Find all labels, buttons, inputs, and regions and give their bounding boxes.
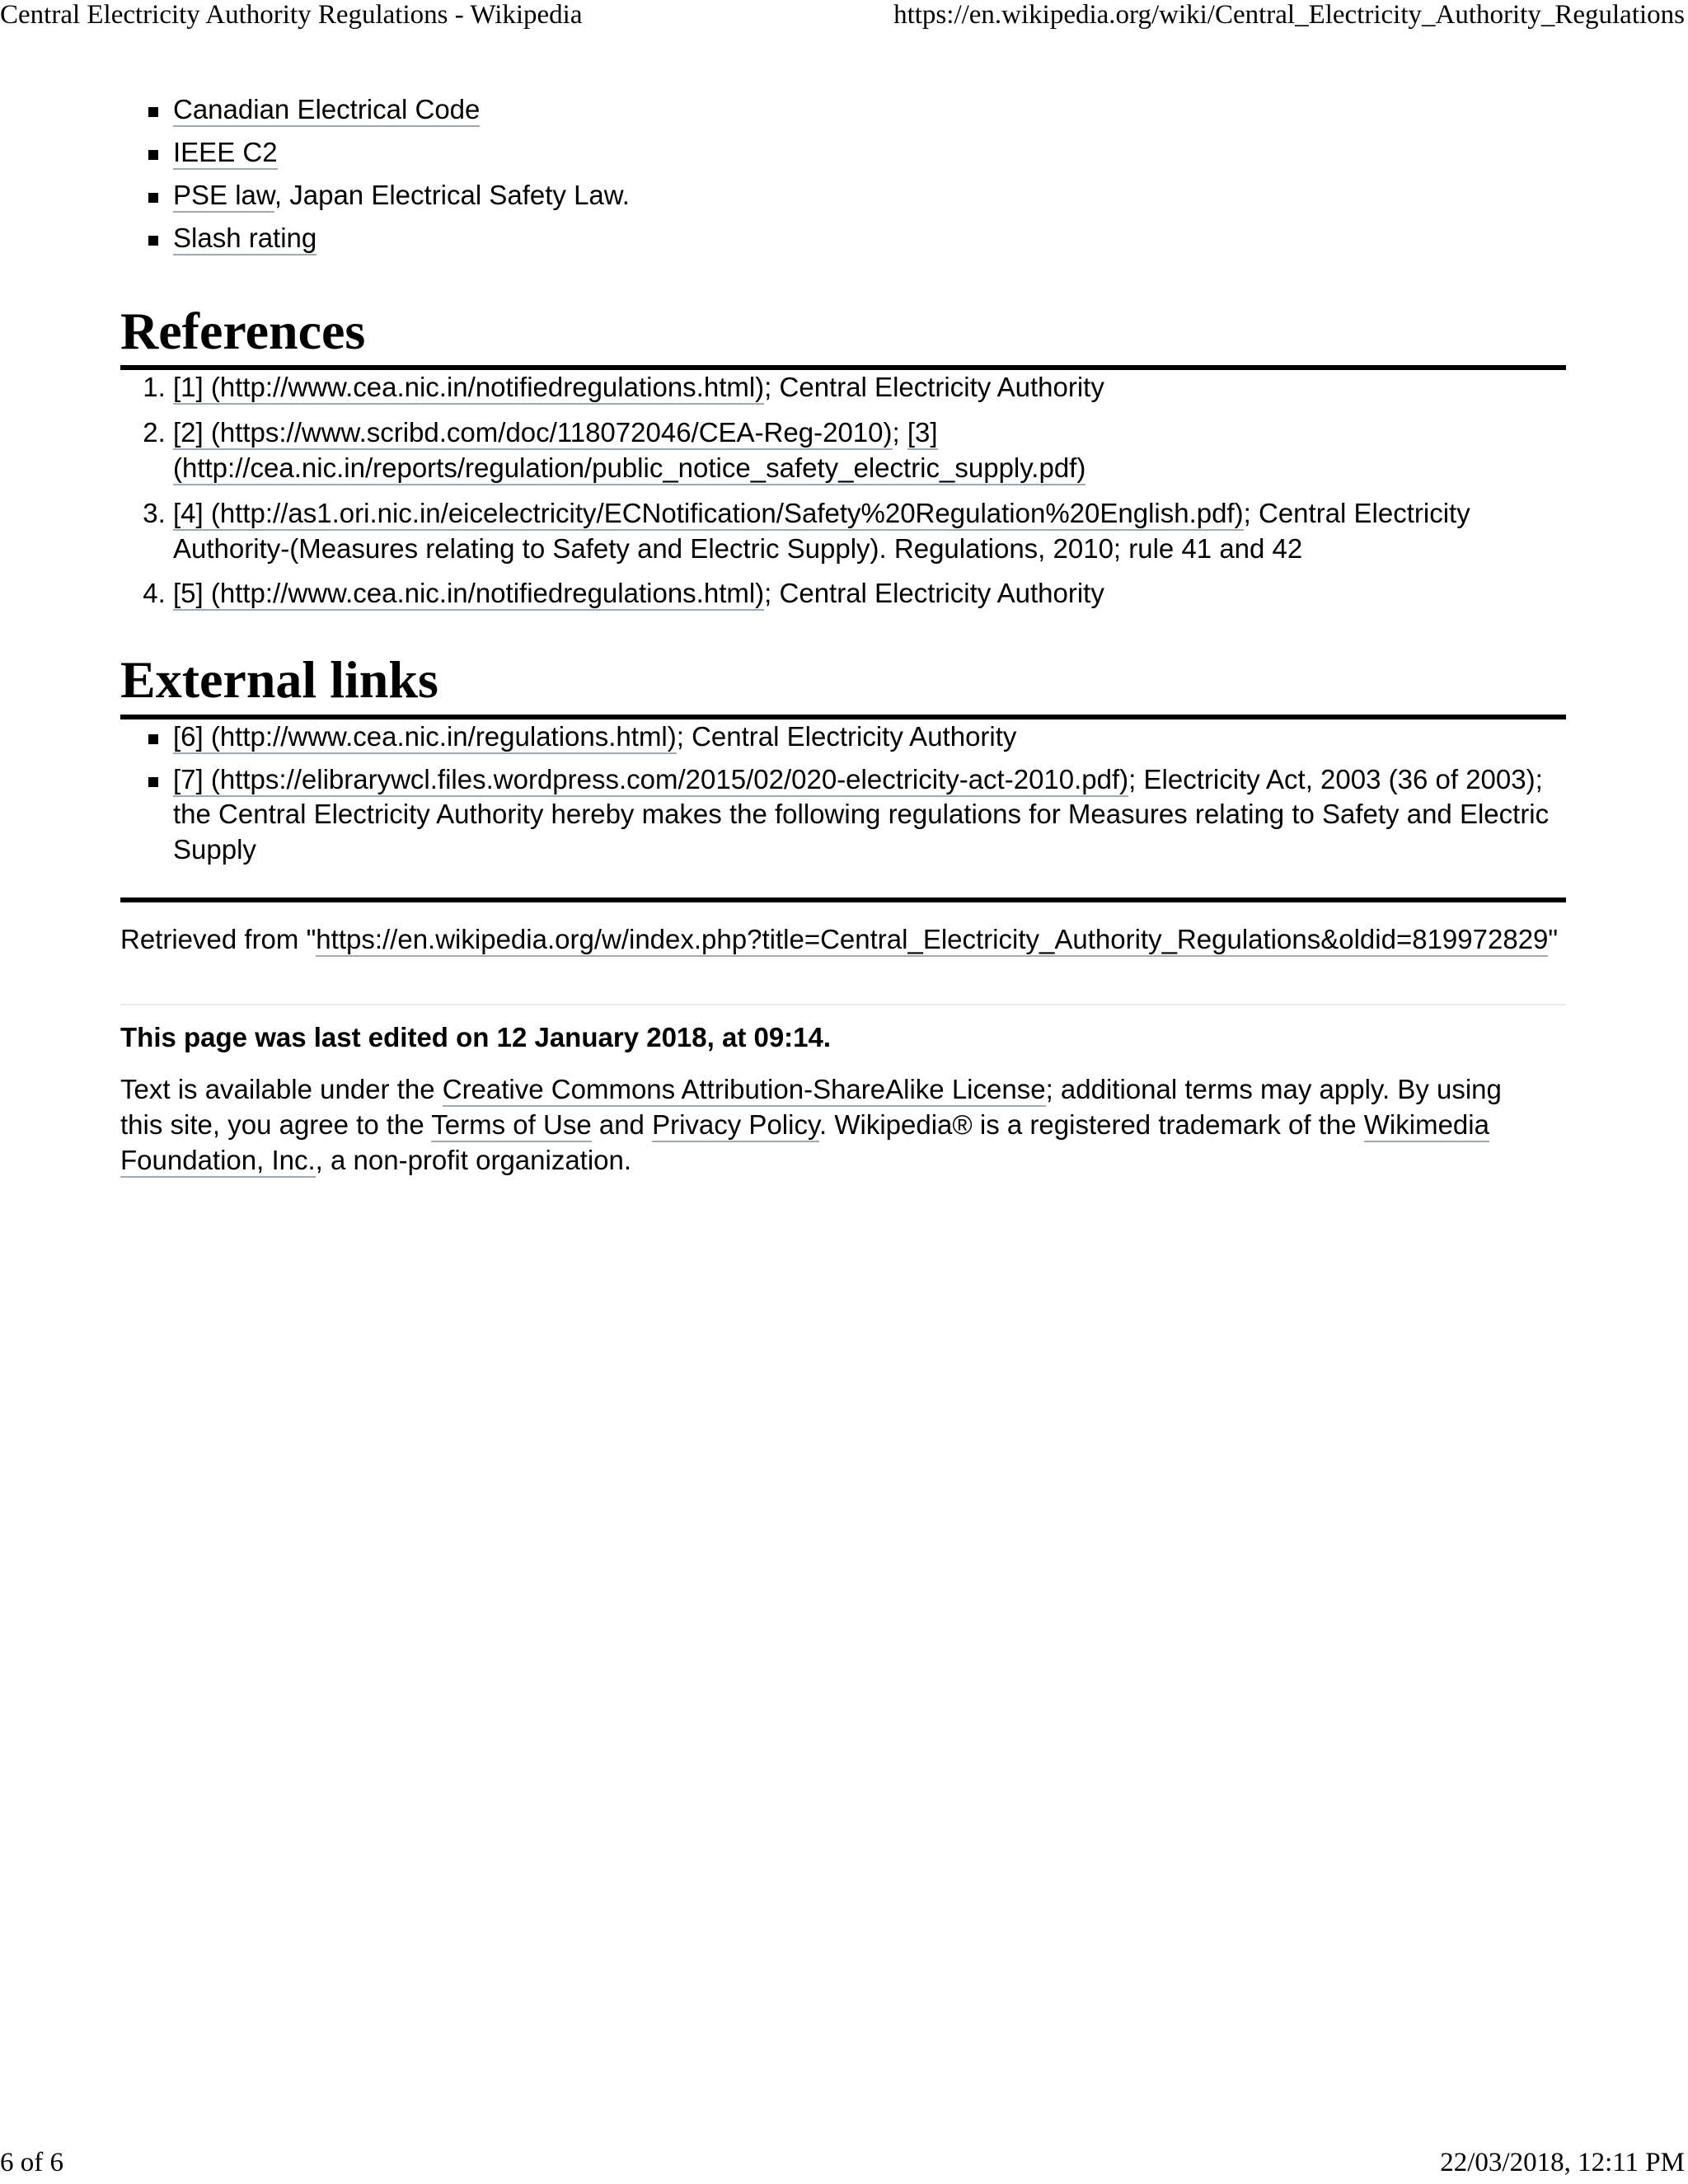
page-number: 6 of 6 <box>0 2148 63 2177</box>
reference-link[interactable]: [5] (http://www.cea.nic.in/notifiedregulations.html) <box>173 578 764 611</box>
see-also-link[interactable]: Canadian Electrical Code <box>173 94 480 127</box>
reference-link[interactable]: [2] (https://www.scribd.com/doc/118072046/CEA-Reg-2010) <box>173 417 893 450</box>
section-divider <box>120 898 1566 902</box>
external-link[interactable]: [7] (https://elibrarywcl.files.wordpress.com/2015/02/020-electricity-act-2010.pdf) <box>173 764 1128 797</box>
footer-divider <box>120 1004 1566 1005</box>
last-edited: This page was last edited on 12 January 2018, at 09:14. <box>120 1022 832 1053</box>
see-also-link[interactable]: PSE law <box>173 180 274 213</box>
see-also-link[interactable]: Slash rating <box>173 223 316 255</box>
see-also-link[interactable]: IEEE C2 <box>173 137 278 170</box>
reference-link[interactable]: [3] (http://cea.nic.in/reports/regulation/public_notice_safety_electric_supply.pdf) <box>173 417 1085 485</box>
external-link[interactable]: [6] (http://www.cea.nic.in/regulations.html) <box>173 721 677 754</box>
reference-item: 3. [4] (http://as1.ori.nic.in/eicelectricity/ECNotification/Safety%20Regulation%20English.pdf); Central Electricity Authority-(Measures relating to Safety and Electric Supply). Regulations, 2010; rule 41 and 42 <box>173 496 1566 567</box>
reference-link[interactable]: [1] (http://www.cea.nic.in/notifiedregulations.html) <box>173 372 764 405</box>
external-links-list <box>120 719 1566 869</box>
print-header <box>0 0 1688 36</box>
reference-item: 2. [2] (https://www.scribd.com/doc/118072046/CEA-Reg-2010); [3] (http://cea.nic.in/reports/regulation/public_notice_safety_electric_supply.pdf) <box>173 415 1566 486</box>
see-also-list <box>120 92 1566 256</box>
reference-item: 4. [5] (http://www.cea.nic.in/notifiedregulations.html); Central Electricity Authority <box>173 576 1566 612</box>
see-also-description: , Japan Electrical Safety Law. <box>274 179 630 210</box>
list-item <box>173 135 1566 171</box>
list-item: [7] (https://elibrarywcl.files.wordpress.com/2015/02/020-electricity-act-2010.pdf); Electricity Act, 2003 (36 of 2003); the Central Electricity Authority hereby makes the following regulations for Measures relating to Safety and Electric Supply <box>173 762 1566 869</box>
wikimedia-foundation-link[interactable]: Wikimedia Foundation, Inc. <box>120 1109 1489 1178</box>
references-heading: References <box>120 302 1566 370</box>
privacy-policy-link[interactable]: Privacy Policy <box>652 1109 819 1142</box>
print-footer <box>0 2148 1688 2184</box>
reference-link[interactable]: [4] (http://as1.ori.nic.in/eicelectricity/ECNotification/Safety%20Regulation%20English.pdf) <box>173 498 1244 531</box>
reference-item: 1. [1] (http://www.cea.nic.in/notifiedregulations.html); Central Electricity Authority <box>173 370 1566 405</box>
license-link[interactable]: Creative Commons Attribution-ShareAlike License <box>443 1074 1046 1107</box>
list-item <box>173 178 1566 213</box>
print-page-title: Central Electricity Authority Regulations - Wikipedia <box>0 0 583 30</box>
references-list <box>120 370 1566 612</box>
permanent-link[interactable]: https://en.wikipedia.org/w/index.php?title=Central_Electricity_Authority_Regulations&oldid=819972829 <box>316 924 1548 957</box>
print-datetime: 22/03/2018, 12:11 PM <box>1440 2148 1685 2177</box>
list-item <box>173 92 1566 128</box>
print-url: https://en.wikipedia.org/wiki/Central_Electricity_Authority_Regulations <box>893 0 1685 30</box>
terms-of-use-link[interactable]: Terms of Use <box>431 1109 591 1142</box>
article-content <box>120 92 1566 1179</box>
retrieved-from: Retrieved from "https://en.wikipedia.org/w/index.php?title=Central_Electricity_Authority_Regulations&oldid=819972829" <box>120 922 1566 958</box>
list-item <box>173 221 1566 256</box>
external-links-heading: External links <box>120 651 1566 719</box>
license-text: Text is available under the Creative Commons Attribution-ShareAlike License; additional terms may apply. By using this site, you agree to the Terms of Use and Privacy Policy. Wikipedia® is a registered trademark of the Wikimedia Foundation, Inc., a non-profit organization. <box>120 1072 1522 1179</box>
list-item: [6] (http://www.cea.nic.in/regulations.html); Central Electricity Authority <box>173 719 1566 755</box>
